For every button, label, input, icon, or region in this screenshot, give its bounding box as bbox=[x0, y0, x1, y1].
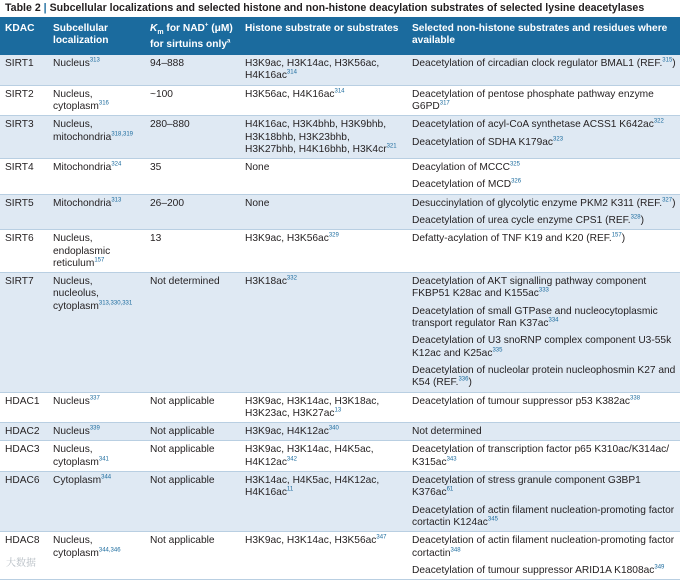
cell-km: 13 bbox=[145, 230, 240, 273]
table-row bbox=[0, 159, 680, 195]
reference-mark: 340 bbox=[329, 426, 339, 432]
localization-text: Nucleus bbox=[53, 426, 90, 437]
localization-text: Nucleus bbox=[53, 396, 90, 407]
cell-nonhistone bbox=[407, 159, 680, 195]
reference-mark: 328 bbox=[631, 215, 641, 221]
cell-kdac: SIRT3 bbox=[0, 116, 48, 159]
cell-nonhistone bbox=[407, 85, 680, 116]
reference-mark: 316 bbox=[99, 101, 109, 107]
substrate-entry bbox=[412, 306, 676, 331]
localization-text: Nucleus, cytoplasm bbox=[53, 535, 99, 558]
cell-nonhistone bbox=[407, 273, 680, 392]
reference-mark: 314 bbox=[287, 70, 297, 76]
reference-mark: 344 bbox=[101, 475, 111, 481]
reference-mark: 315 bbox=[662, 58, 672, 64]
substrate-entry bbox=[412, 365, 676, 390]
table-row bbox=[0, 423, 680, 441]
cell-km: Not applicable bbox=[145, 472, 240, 532]
substrate-text: Deacetylation of acyl-CoA synthetase ACSS1 K642ac bbox=[412, 119, 654, 130]
cell-nonhistone bbox=[407, 230, 680, 273]
closing-paren: ) bbox=[622, 233, 625, 244]
cell-histone bbox=[240, 441, 407, 472]
cell-localization bbox=[48, 273, 145, 392]
reference-mark: 323 bbox=[553, 136, 563, 142]
deacetylase-table bbox=[0, 19, 680, 580]
cell-kdac: SIRT5 bbox=[0, 194, 48, 230]
substrate-entry bbox=[412, 119, 676, 131]
table-row bbox=[0, 55, 680, 85]
histone-text: None bbox=[245, 162, 269, 173]
localization-text: Mitochondria bbox=[53, 162, 111, 173]
cell-histone bbox=[240, 116, 407, 159]
substrate-entry bbox=[412, 137, 676, 149]
substrate-text: Deacetylation of stress granule component G3BP1 K376ac bbox=[412, 475, 641, 498]
localization-text: Nucleus, cytoplasm bbox=[53, 89, 99, 112]
reference-mark: 348 bbox=[451, 547, 461, 553]
reference-mark: 327 bbox=[662, 197, 672, 203]
reference-mark: 336 bbox=[458, 377, 468, 383]
histone-text: H3K56ac, H4K16ac bbox=[245, 89, 334, 100]
cell-kdac: SIRT7 bbox=[0, 273, 48, 392]
table-row bbox=[0, 273, 680, 392]
reference-mark: 157 bbox=[94, 258, 104, 264]
substrate-text: Deacetylation of urea cycle enzyme CPS1 (REF. bbox=[412, 215, 631, 226]
closing-paren: ) bbox=[672, 58, 675, 69]
reference-mark: 13 bbox=[334, 407, 341, 413]
cell-kdac: HDAC3 bbox=[0, 441, 48, 472]
reference-mark: 322 bbox=[654, 119, 664, 125]
reference-mark: 337 bbox=[90, 395, 100, 401]
cell-histone bbox=[240, 55, 407, 85]
cell-km: Not applicable bbox=[145, 441, 240, 472]
substrate-entry bbox=[412, 335, 676, 360]
reference-mark: 61 bbox=[447, 487, 454, 493]
localization-text: Nucleus bbox=[53, 58, 90, 69]
cell-localization bbox=[48, 230, 145, 273]
substrate-entry bbox=[412, 505, 676, 530]
substrate-entry bbox=[412, 426, 676, 438]
reference-mark: 343 bbox=[447, 456, 457, 462]
table-row bbox=[0, 472, 680, 532]
cell-kdac: SIRT2 bbox=[0, 85, 48, 116]
reference-mark: 313,330,331 bbox=[99, 300, 132, 306]
caption-label: Table 2 bbox=[5, 2, 41, 14]
caption-title: Subcellular localizations and selected histone and non-histone deacylation substrates of selected lysine deacetylases bbox=[50, 2, 645, 14]
cell-kdac: HDAC6 bbox=[0, 472, 48, 532]
substrate-entry bbox=[412, 89, 676, 114]
substrate-text: Deacetylation of MCD bbox=[412, 179, 511, 190]
substrate-text: Deacetylation of tumour suppressor p53 K382ac bbox=[412, 396, 630, 407]
substrate-entry bbox=[412, 162, 676, 174]
header-km: $K_m$ for NAD+ (μM) for sirtuins only$^a$ bbox=[145, 19, 240, 55]
cell-kdac: HDAC1 bbox=[0, 392, 48, 423]
substrate-text: Defatty-acylation of TNF K19 and K20 (REF. bbox=[412, 233, 612, 244]
table-row bbox=[0, 441, 680, 472]
cell-nonhistone bbox=[407, 423, 680, 441]
cell-nonhistone bbox=[407, 472, 680, 532]
histone-text: H3K9ac, H3K14ac, H4K5ac, H4K12ac bbox=[245, 444, 374, 467]
header-nonhistone: Selected non-histone substrates and residues where available bbox=[407, 19, 680, 55]
localization-text: Cytoplasm bbox=[53, 475, 101, 486]
closing-paren: ) bbox=[641, 215, 644, 226]
reference-mark: 333 bbox=[539, 288, 549, 294]
substrate-text: Not determined bbox=[412, 426, 482, 437]
closing-paren: ) bbox=[672, 198, 675, 209]
reference-mark: 334 bbox=[548, 318, 558, 324]
cell-histone bbox=[240, 392, 407, 423]
reference-mark: 313 bbox=[111, 197, 121, 203]
reference-mark: 335 bbox=[492, 347, 502, 353]
substrate-text: Deacetylation of nucleolar protein nucleophosmin K27 and K54 (REF. bbox=[412, 365, 675, 388]
substrate-entry bbox=[412, 396, 676, 408]
cell-nonhistone bbox=[407, 441, 680, 472]
substrate-text: Deacetylation of AKT signalling pathway component FKBP51 K28ac and K155ac bbox=[412, 276, 646, 299]
watermark: 大数据 bbox=[6, 554, 36, 569]
reference-mark: 341 bbox=[99, 456, 109, 462]
cell-kdac: HDAC8 bbox=[0, 532, 48, 580]
cell-km: 35 bbox=[145, 159, 240, 195]
histone-text: H3K9ac, H3K14ac, H3K56ac bbox=[245, 535, 376, 546]
substrate-entry bbox=[412, 58, 676, 70]
substrate-text: Deacetylation of transcription factor p65 K310ac/K314ac/ K315ac bbox=[412, 444, 669, 467]
closing-paren: ) bbox=[468, 377, 471, 388]
cell-histone bbox=[240, 532, 407, 580]
cell-km: Not applicable bbox=[145, 423, 240, 441]
histone-text: None bbox=[245, 198, 269, 209]
reference-mark: 326 bbox=[511, 179, 521, 185]
cell-localization bbox=[48, 472, 145, 532]
localization-text: Nucleus, nucleolus, cytoplasm bbox=[53, 276, 99, 312]
cell-km: 26–200 bbox=[145, 194, 240, 230]
cell-localization bbox=[48, 194, 145, 230]
substrate-text: Deacetylation of actin filament nucleation-promoting factor cortactin K124ac bbox=[412, 505, 674, 528]
reference-mark: 338 bbox=[630, 395, 640, 401]
cell-kdac: HDAC2 bbox=[0, 423, 48, 441]
histone-text: H4K16ac, H3K4bhb, H3K9bhb, H3K18bhb, H3K23bhb, H3K27bhb, H4K16bhb, H3K4cr bbox=[245, 119, 387, 155]
reference-mark: 344,346 bbox=[99, 547, 121, 553]
reference-mark: 324 bbox=[111, 162, 121, 168]
cell-kdac: SIRT4 bbox=[0, 159, 48, 195]
histone-text: H3K9ac, H3K14ac, H3K56ac, H4K16ac bbox=[245, 58, 379, 81]
cell-kdac: SIRT1 bbox=[0, 55, 48, 85]
table-row bbox=[0, 532, 680, 580]
cell-nonhistone bbox=[407, 55, 680, 85]
table-caption bbox=[0, 0, 680, 19]
header-histone: Histone substrate or substrates bbox=[240, 19, 407, 55]
cell-histone bbox=[240, 230, 407, 273]
table-row bbox=[0, 194, 680, 230]
cell-localization bbox=[48, 85, 145, 116]
histone-text: H3K14ac, H4K5ac, H4K12ac, H4K16ac bbox=[245, 475, 379, 498]
reference-mark: 347 bbox=[376, 535, 386, 541]
table-header-row bbox=[0, 19, 680, 55]
histone-text: H3K9ac, H3K14ac, H3K18ac, H3K23ac, H3K27ac bbox=[245, 396, 379, 419]
cell-histone bbox=[240, 472, 407, 532]
cell-localization bbox=[48, 392, 145, 423]
cell-histone bbox=[240, 273, 407, 392]
cell-histone bbox=[240, 85, 407, 116]
substrate-entry bbox=[412, 215, 676, 227]
table-row bbox=[0, 230, 680, 273]
cell-km: 280–880 bbox=[145, 116, 240, 159]
cell-km: Not applicable bbox=[145, 392, 240, 423]
substrate-entry bbox=[412, 179, 676, 191]
cell-localization bbox=[48, 55, 145, 85]
table-body bbox=[0, 55, 680, 580]
localization-text: Nucleus, cytoplasm bbox=[53, 444, 99, 467]
cell-localization bbox=[48, 159, 145, 195]
localization-text: Nucleus, mitochondria bbox=[53, 119, 111, 142]
localization-text: Mitochondria bbox=[53, 198, 111, 209]
cell-km: 94–888 bbox=[145, 55, 240, 85]
substrate-text: Deacetylation of U3 snoRNP complex component U3-55k K12ac and K25ac bbox=[412, 335, 671, 358]
reference-mark: 314 bbox=[334, 88, 344, 94]
reference-mark: 317 bbox=[440, 101, 450, 107]
cell-nonhistone bbox=[407, 116, 680, 159]
cell-km: ~100 bbox=[145, 85, 240, 116]
table-row bbox=[0, 392, 680, 423]
substrate-entry bbox=[412, 475, 676, 500]
cell-km: Not determined bbox=[145, 273, 240, 392]
substrate-text: Desuccinylation of glycolytic enzyme PKM2 K311 (REF. bbox=[412, 198, 662, 209]
cell-localization bbox=[48, 116, 145, 159]
substrate-text: Deacetylation of pentose phosphate pathway enzyme G6PD bbox=[412, 89, 654, 112]
substrate-text: Deacetylation of tumour suppressor ARID1A K1808ac bbox=[412, 565, 654, 576]
substrate-text: Deacetylation of SDHA K179ac bbox=[412, 137, 553, 148]
reference-mark: 345 bbox=[488, 517, 498, 523]
histone-text: H3K18ac bbox=[245, 276, 287, 287]
reference-mark: 325 bbox=[510, 162, 520, 168]
reference-mark: 313 bbox=[90, 58, 100, 64]
caption-separator: | bbox=[44, 2, 47, 14]
reference-mark: 332 bbox=[287, 276, 297, 282]
substrate-text: Deacylation of MCCC bbox=[412, 162, 510, 173]
reference-mark: 339 bbox=[90, 426, 100, 432]
substrate-entry bbox=[412, 198, 676, 210]
table-row bbox=[0, 116, 680, 159]
histone-text: H3K9ac, H3K56ac bbox=[245, 233, 329, 244]
cell-kdac: SIRT6 bbox=[0, 230, 48, 273]
cell-localization bbox=[48, 423, 145, 441]
histone-text: H3K9ac, H4K12ac bbox=[245, 426, 329, 437]
cell-nonhistone bbox=[407, 392, 680, 423]
reference-mark: 329 bbox=[329, 233, 339, 239]
substrate-text: Deacetylation of small GTPase and nucleocytoplasmic transport regulator Ran K37ac bbox=[412, 306, 658, 329]
cell-histone bbox=[240, 423, 407, 441]
substrate-entry bbox=[412, 444, 676, 469]
localization-text: Nucleus, endoplasmic reticulum bbox=[53, 233, 110, 269]
reference-mark: 321 bbox=[387, 143, 397, 149]
table-row bbox=[0, 85, 680, 116]
cell-km: Not applicable bbox=[145, 532, 240, 580]
cell-localization bbox=[48, 441, 145, 472]
cell-localization bbox=[48, 532, 145, 580]
cell-histone bbox=[240, 159, 407, 195]
substrate-entry bbox=[412, 233, 676, 245]
substrate-entry bbox=[412, 535, 676, 560]
substrate-entry bbox=[412, 276, 676, 301]
reference-mark: 157 bbox=[612, 233, 622, 239]
header-localization: Subcellular localization bbox=[48, 19, 145, 55]
substrate-text: Deacetylation of actin filament nucleation-promoting factor cortactin bbox=[412, 535, 674, 558]
cell-nonhistone bbox=[407, 532, 680, 580]
substrate-entry bbox=[412, 565, 676, 577]
reference-mark: 342 bbox=[287, 456, 297, 462]
reference-mark: 318,319 bbox=[111, 131, 133, 137]
cell-histone bbox=[240, 194, 407, 230]
cell-nonhistone bbox=[407, 194, 680, 230]
header-kdac: KDAC bbox=[0, 19, 48, 55]
reference-mark: 11 bbox=[287, 487, 293, 493]
substrate-text: Deacetylation of circadian clock regulator BMAL1 (REF. bbox=[412, 58, 662, 69]
reference-mark: 349 bbox=[654, 564, 664, 570]
